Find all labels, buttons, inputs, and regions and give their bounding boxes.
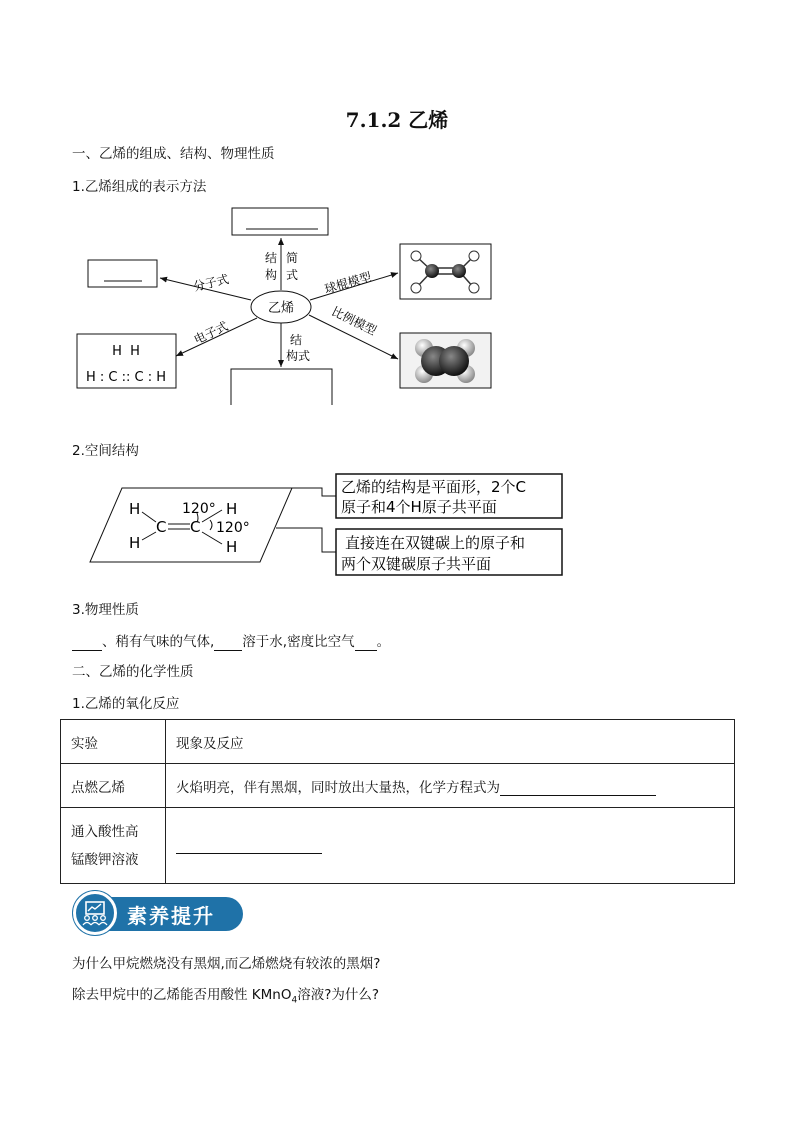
- note1-line2: 原子和4个H原子共平面: [341, 498, 497, 516]
- page-title: 7.1.2 乙烯: [345, 108, 449, 132]
- table-row: [61, 720, 735, 764]
- electron-formula-row: H : C :: C : H: [85, 370, 167, 385]
- table-cell: 点燃乙烯: [61, 764, 166, 808]
- label-structure-1: 结: [264, 251, 278, 265]
- kmno4-label-2: 锰酸钾溶液: [71, 851, 139, 868]
- blank-combustion-equation[interactable]: [500, 781, 656, 796]
- label-structural-2: 构式: [285, 349, 311, 363]
- table-row: [61, 808, 735, 884]
- question-2: [72, 986, 379, 1010]
- physical-properties-line: [72, 633, 390, 651]
- answer-box-structural: [231, 369, 332, 405]
- atom-h3: H: [226, 500, 238, 518]
- phys-text-1: 、稍有气味的气体,: [102, 634, 215, 650]
- note2-line2: 两个双键碳原子共平面: [341, 555, 492, 573]
- subheading-physical: 3.物理性质: [72, 602, 139, 618]
- oxidation-table: [60, 719, 735, 884]
- table-row: [61, 764, 735, 808]
- atom-h4: H: [226, 538, 238, 556]
- subheading-spatial: 2.空间结构: [72, 443, 139, 459]
- label-ball-stick: 球棍模型: [322, 269, 374, 297]
- table-header-cell: 实验: [61, 720, 166, 764]
- phys-text-3: 。: [376, 634, 391, 650]
- atom-c1: C: [156, 518, 167, 536]
- composition-diagram: [0, 195, 794, 405]
- atom-c2: C: [190, 518, 201, 536]
- blank-solubility[interactable]: [214, 636, 242, 651]
- table-cell: [166, 764, 735, 808]
- question-2-text-2: 溶液?为什么?: [297, 987, 380, 1003]
- answer-box-molecular: [88, 260, 157, 287]
- section-heading-2: 二、乙烯的化学性质: [72, 664, 194, 680]
- blank-state[interactable]: [72, 636, 102, 651]
- badge-label: 素养提升: [127, 904, 215, 928]
- subheading-composition: 1.乙烯组成的表示方法: [72, 179, 207, 195]
- phys-text-2: 溶于水,密度比空气: [242, 634, 355, 650]
- spatial-structure-diagram: [0, 468, 794, 580]
- bond-angle-2: 120°: [216, 520, 250, 536]
- kmno4-label-1: 通入酸性高: [71, 823, 139, 840]
- electron-formula-top: H H: [112, 344, 140, 359]
- combustion-text: 火焰明亮，伴有黑烟，同时放出大量热，化学方程式为: [176, 779, 500, 796]
- label-structure-2: 构: [264, 268, 278, 282]
- note1-line1: 乙烯的结构是平面形，2个C: [341, 478, 527, 496]
- atom-h1: H: [129, 500, 141, 518]
- ball-stick-model: [411, 251, 479, 293]
- table-cell: [61, 808, 166, 884]
- atom-h2: H: [129, 534, 141, 552]
- center-label: 乙烯: [267, 301, 295, 316]
- label-space-filling: 比例模型: [329, 304, 379, 338]
- presentation-icon: [73, 891, 117, 935]
- label-molecular-formula: 分子式: [191, 272, 231, 294]
- label-simple-1: 简: [285, 251, 299, 265]
- section-heading-1: 一、乙烯的组成、结构、物理性质: [72, 146, 275, 162]
- table-cell: [166, 808, 735, 884]
- subscript-4: 4: [291, 995, 298, 1006]
- literacy-badge: [73, 891, 245, 935]
- table-header-cell: 现象及反应: [166, 720, 735, 764]
- label-structural-1: 结: [289, 333, 303, 347]
- answer-box-simplified: [232, 208, 328, 235]
- label-electron-formula: 电子式: [191, 319, 231, 347]
- subheading-oxidation: 1.乙烯的氧化反应: [72, 696, 180, 712]
- note2-line1: 直接连在双键碳上的原子和: [345, 534, 526, 552]
- question-2-text-1: 除去甲烷中的乙烯能否用酸性 KMnO: [72, 987, 292, 1003]
- label-simple-2: 式: [285, 268, 299, 282]
- blank-kmno4-answer[interactable]: [176, 839, 322, 854]
- bond-angle-1: 120°: [182, 501, 216, 517]
- blank-density[interactable]: [355, 636, 377, 651]
- question-1: 为什么甲烷燃烧没有黑烟,而乙烯燃烧有较浓的黑烟?: [72, 956, 381, 972]
